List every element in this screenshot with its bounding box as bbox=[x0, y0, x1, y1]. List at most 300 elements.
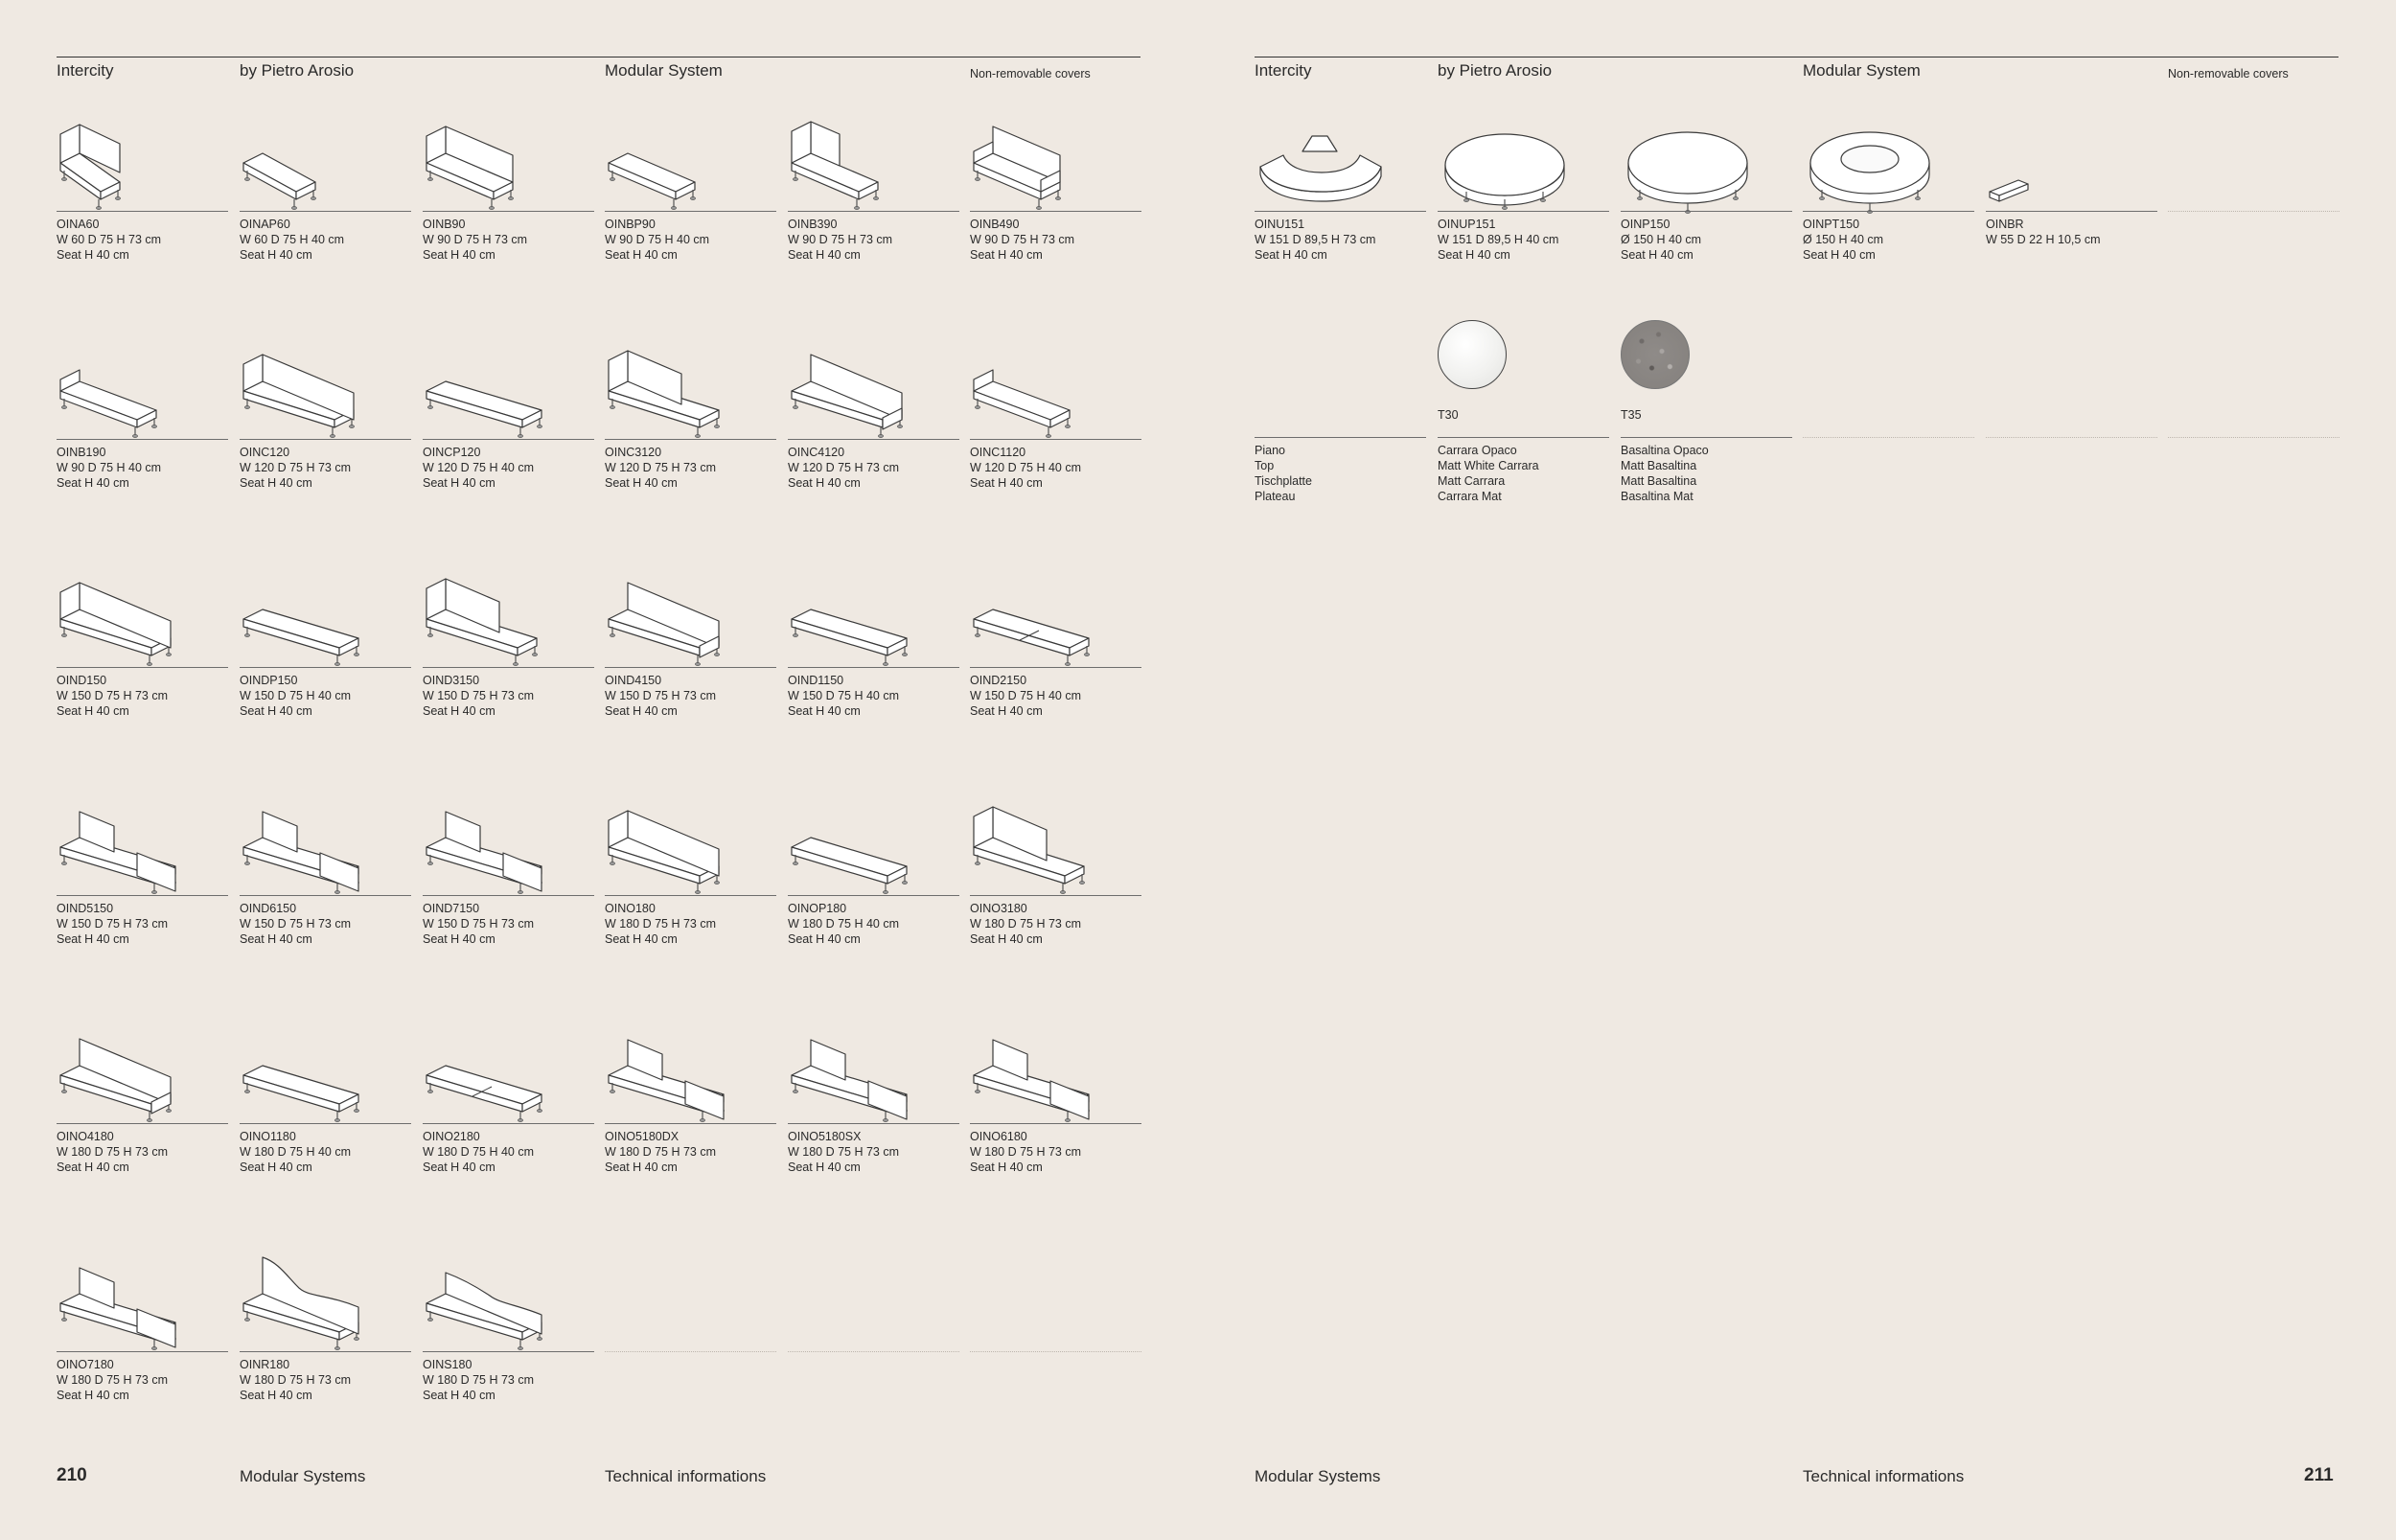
furniture-drawing-icon bbox=[240, 107, 374, 207]
furniture-drawing-icon bbox=[1621, 107, 1755, 207]
stone-swatch-icon bbox=[1621, 320, 1690, 389]
product-item bbox=[423, 107, 594, 299]
covers-note: Non-removable covers bbox=[970, 67, 1091, 80]
product-item bbox=[1438, 107, 1609, 299]
seat-height: Seat H 40 cm bbox=[788, 704, 861, 718]
product-dimensions: W 151 D 89,5 H 73 cm bbox=[1255, 233, 1376, 246]
product-info bbox=[788, 673, 899, 719]
product-info bbox=[970, 217, 1074, 263]
swatch-name: Matt White Carrara bbox=[1438, 459, 1539, 472]
right-page bbox=[1198, 0, 2396, 1540]
product-item bbox=[57, 107, 228, 299]
product-dimensions: W 90 D 75 H 73 cm bbox=[423, 233, 528, 246]
covers-note: Non-removable covers bbox=[2168, 67, 2289, 80]
product-code: OINC120 bbox=[240, 446, 290, 459]
empty-slot bbox=[970, 1248, 1141, 1439]
seat-height: Seat H 40 cm bbox=[1803, 248, 1876, 262]
product-dimensions: W 120 D 75 H 40 cm bbox=[970, 461, 1082, 474]
rule bbox=[1803, 437, 1974, 438]
product-info bbox=[1255, 217, 1375, 263]
swatch-name: Matt Carrara bbox=[1438, 474, 1506, 488]
rule bbox=[57, 1123, 228, 1124]
seat-height: Seat H 40 cm bbox=[788, 1161, 861, 1174]
product-item bbox=[605, 107, 776, 299]
seat-height: Seat H 40 cm bbox=[240, 1389, 312, 1402]
rule bbox=[788, 667, 959, 668]
product-dimensions: W 180 D 75 H 73 cm bbox=[423, 1373, 535, 1387]
product-dimensions: W 150 D 75 H 40 cm bbox=[240, 689, 352, 702]
product-item bbox=[57, 1248, 228, 1439]
product-item bbox=[788, 792, 959, 983]
rule bbox=[1255, 437, 1426, 438]
empty-slot bbox=[788, 1248, 959, 1439]
seat-height: Seat H 40 cm bbox=[970, 476, 1043, 490]
product-info bbox=[423, 1129, 534, 1175]
product-info bbox=[788, 901, 899, 947]
rule bbox=[1621, 211, 1792, 212]
collection-title: Intercity bbox=[1255, 61, 1312, 80]
seat-height: Seat H 40 cm bbox=[970, 704, 1043, 718]
product-dimensions: W 120 D 75 H 73 cm bbox=[240, 461, 352, 474]
product-code: OIND1150 bbox=[788, 674, 844, 687]
product-item bbox=[970, 1020, 1141, 1211]
product-info bbox=[57, 1129, 168, 1175]
product-dimensions: W 90 D 75 H 40 cm bbox=[605, 233, 710, 246]
product-code: OINO1180 bbox=[240, 1130, 296, 1143]
rule bbox=[970, 1351, 1141, 1352]
seat-height: Seat H 40 cm bbox=[1255, 248, 1327, 262]
seat-height: Seat H 40 cm bbox=[240, 932, 312, 946]
product-code: OINO4180 bbox=[57, 1130, 114, 1143]
product-code: OINO180 bbox=[605, 902, 656, 915]
seat-height: Seat H 40 cm bbox=[788, 932, 861, 946]
product-dimensions: W 150 D 75 H 73 cm bbox=[423, 917, 535, 931]
product-item bbox=[970, 792, 1141, 983]
product-info bbox=[605, 901, 716, 947]
rule bbox=[1986, 211, 2157, 212]
seat-height: Seat H 40 cm bbox=[57, 476, 129, 490]
furniture-drawing-icon bbox=[788, 1020, 922, 1119]
page-number: 210 bbox=[57, 1465, 87, 1485]
rule bbox=[605, 1351, 776, 1352]
seat-height: Seat H 40 cm bbox=[57, 932, 129, 946]
rule bbox=[2168, 211, 2339, 212]
rule bbox=[240, 667, 411, 668]
product-item bbox=[970, 107, 1141, 299]
rule bbox=[788, 211, 959, 212]
furniture-drawing-icon bbox=[788, 335, 922, 435]
rule bbox=[605, 1123, 776, 1124]
product-dimensions: W 150 D 75 H 73 cm bbox=[605, 689, 717, 702]
product-item bbox=[1803, 107, 1974, 299]
rule bbox=[970, 895, 1141, 896]
product-item bbox=[605, 335, 776, 527]
product-info bbox=[240, 1357, 351, 1403]
rule bbox=[1803, 211, 1974, 212]
footer-subsection: Technical informations bbox=[605, 1467, 767, 1485]
product-info bbox=[57, 901, 168, 947]
product-code: OINC1120 bbox=[970, 446, 1026, 459]
product-code: OINS180 bbox=[423, 1358, 472, 1371]
furniture-drawing-icon bbox=[57, 335, 191, 435]
product-info bbox=[240, 445, 351, 491]
product-info bbox=[788, 1129, 899, 1175]
product-info bbox=[240, 901, 351, 947]
seat-height: Seat H 40 cm bbox=[605, 1161, 678, 1174]
seat-height: Seat H 40 cm bbox=[423, 248, 495, 262]
product-item bbox=[240, 563, 411, 755]
rule bbox=[970, 211, 1141, 212]
product-code: OINB490 bbox=[970, 218, 1020, 231]
rule bbox=[788, 439, 959, 440]
rule bbox=[240, 439, 411, 440]
product-code: OINPT150 bbox=[1803, 218, 1860, 231]
seat-height bbox=[1986, 247, 2101, 263]
product-code: OIND3150 bbox=[423, 674, 480, 687]
seat-height: Seat H 40 cm bbox=[605, 248, 678, 262]
product-code: OIND5150 bbox=[57, 902, 114, 915]
seat-height: Seat H 40 cm bbox=[605, 932, 678, 946]
product-item bbox=[57, 792, 228, 983]
product-code: OINO3180 bbox=[970, 902, 1027, 915]
product-info bbox=[240, 1129, 351, 1175]
product-code: OINO5180SX bbox=[788, 1130, 862, 1143]
footer-section: Modular Systems bbox=[240, 1467, 366, 1485]
footer-section: Modular Systems bbox=[1255, 1467, 1381, 1485]
rule bbox=[240, 895, 411, 896]
rule bbox=[57, 667, 228, 668]
product-dimensions: W 180 D 75 H 73 cm bbox=[970, 1145, 1082, 1159]
product-info bbox=[240, 673, 351, 719]
product-item bbox=[1986, 107, 2157, 299]
product-item bbox=[57, 563, 228, 755]
product-code: OIND6150 bbox=[240, 902, 297, 915]
seat-height: Seat H 40 cm bbox=[605, 476, 678, 490]
seat-height: Seat H 40 cm bbox=[57, 1389, 129, 1402]
rule bbox=[788, 1123, 959, 1124]
product-item bbox=[970, 335, 1141, 527]
product-item bbox=[240, 792, 411, 983]
rule bbox=[57, 211, 228, 212]
furniture-drawing-icon bbox=[240, 1020, 374, 1119]
product-code: OINB390 bbox=[788, 218, 838, 231]
rule bbox=[240, 211, 411, 212]
furniture-drawing-icon bbox=[605, 335, 739, 435]
product-code: OINBR bbox=[1986, 218, 2024, 231]
product-code: OINAP60 bbox=[240, 218, 290, 231]
rule bbox=[423, 667, 594, 668]
seat-height: Seat H 40 cm bbox=[970, 1161, 1043, 1174]
furniture-drawing-icon bbox=[788, 563, 922, 663]
rule bbox=[1986, 437, 2157, 438]
furniture-drawing-icon bbox=[788, 107, 922, 207]
product-info bbox=[423, 1357, 534, 1403]
product-info bbox=[970, 901, 1081, 947]
product-code: OINB90 bbox=[423, 218, 466, 231]
swatch-name: Carrara Opaco bbox=[1438, 444, 1517, 457]
designer-name: by Pietro Arosio bbox=[240, 61, 355, 80]
furniture-drawing-icon bbox=[1986, 107, 2120, 207]
product-info bbox=[1986, 217, 2101, 263]
product-code: OIND7150 bbox=[423, 902, 480, 915]
product-code: OINU151 bbox=[1255, 218, 1305, 231]
product-info bbox=[970, 673, 1081, 719]
product-item bbox=[1621, 107, 1792, 299]
product-code: OINA60 bbox=[57, 218, 100, 231]
marble-swatch-icon bbox=[1438, 320, 1507, 389]
designer-name: by Pietro Arosio bbox=[1438, 61, 1553, 80]
rule bbox=[57, 895, 228, 896]
seat-height: Seat H 40 cm bbox=[423, 476, 495, 490]
rule bbox=[423, 1123, 594, 1124]
collection-title: Intercity bbox=[57, 61, 114, 80]
furniture-drawing-icon bbox=[240, 792, 374, 891]
product-item bbox=[605, 792, 776, 983]
product-info bbox=[423, 673, 534, 719]
seat-height: Seat H 40 cm bbox=[970, 932, 1043, 946]
seat-height: Seat H 40 cm bbox=[788, 476, 861, 490]
seat-height: Seat H 40 cm bbox=[788, 248, 861, 262]
product-item bbox=[423, 335, 594, 527]
product-info bbox=[57, 1357, 168, 1403]
product-info bbox=[1438, 217, 1558, 263]
swatch-name: Basaltina Mat bbox=[1621, 490, 1693, 503]
product-item bbox=[240, 335, 411, 527]
seat-height: Seat H 40 cm bbox=[57, 248, 129, 262]
product-dimensions: W 151 D 89,5 H 40 cm bbox=[1438, 233, 1559, 246]
product-item bbox=[57, 1020, 228, 1211]
furniture-drawing-icon bbox=[605, 107, 739, 207]
furniture-drawing-icon bbox=[423, 1020, 557, 1119]
furniture-drawing-icon bbox=[240, 1248, 374, 1347]
product-item bbox=[788, 563, 959, 755]
rule bbox=[1255, 211, 1426, 212]
product-info bbox=[57, 217, 161, 263]
rule bbox=[605, 895, 776, 896]
furniture-drawing-icon bbox=[57, 1020, 191, 1119]
furniture-drawing-icon bbox=[57, 792, 191, 891]
product-info bbox=[605, 1129, 716, 1175]
furniture-drawing-icon bbox=[605, 792, 739, 891]
product-dimensions: W 150 D 75 H 73 cm bbox=[423, 689, 535, 702]
product-info bbox=[423, 445, 534, 491]
tops-label: Plateau bbox=[1255, 490, 1296, 503]
product-item bbox=[423, 1020, 594, 1211]
seat-height: Seat H 40 cm bbox=[423, 1389, 495, 1402]
seat-height: Seat H 40 cm bbox=[970, 248, 1043, 262]
tops-labels bbox=[1255, 443, 1312, 504]
rule bbox=[240, 1351, 411, 1352]
product-info bbox=[605, 445, 716, 491]
product-dimensions: W 180 D 75 H 73 cm bbox=[605, 1145, 717, 1159]
furniture-drawing-icon bbox=[605, 563, 739, 663]
tops-label: Top bbox=[1255, 459, 1275, 472]
rule bbox=[788, 1351, 959, 1352]
product-code: OINOP180 bbox=[788, 902, 847, 915]
product-item bbox=[240, 1020, 411, 1211]
seat-height: Seat H 40 cm bbox=[57, 704, 129, 718]
furniture-drawing-icon bbox=[1803, 107, 1937, 207]
product-item bbox=[605, 1020, 776, 1211]
product-info bbox=[423, 217, 527, 263]
product-info bbox=[240, 217, 344, 263]
product-item bbox=[788, 335, 959, 527]
rule bbox=[970, 667, 1141, 668]
rule bbox=[605, 667, 776, 668]
rule bbox=[605, 211, 776, 212]
rule bbox=[2168, 437, 2339, 438]
furniture-drawing-icon bbox=[423, 335, 557, 435]
rule bbox=[1438, 211, 1609, 212]
empty-slot bbox=[605, 1248, 776, 1439]
footer-subsection: Technical informations bbox=[1803, 1467, 1965, 1485]
swatch-name: Basaltina Opaco bbox=[1621, 444, 1709, 457]
swatch-name: Matt Basaltina bbox=[1621, 459, 1697, 472]
product-code: OINP150 bbox=[1621, 218, 1670, 231]
rule bbox=[1621, 437, 1792, 438]
product-dimensions: W 150 D 75 H 73 cm bbox=[240, 917, 352, 931]
furniture-drawing-icon bbox=[57, 563, 191, 663]
furniture-drawing-icon bbox=[57, 107, 191, 207]
seat-height: Seat H 40 cm bbox=[423, 704, 495, 718]
furniture-drawing-icon bbox=[423, 563, 557, 663]
product-dimensions: W 180 D 75 H 40 cm bbox=[788, 917, 900, 931]
rule bbox=[788, 895, 959, 896]
product-dimensions: W 90 D 75 H 40 cm bbox=[57, 461, 162, 474]
furniture-drawing-icon bbox=[970, 107, 1104, 207]
seat-height: Seat H 40 cm bbox=[240, 248, 312, 262]
swatch-names bbox=[1438, 443, 1539, 504]
rule bbox=[970, 1123, 1141, 1124]
product-code: OINR180 bbox=[240, 1358, 290, 1371]
product-dimensions: W 90 D 75 H 73 cm bbox=[970, 233, 1075, 246]
system-name: Modular System bbox=[605, 61, 723, 80]
furniture-drawing-icon bbox=[57, 1248, 191, 1347]
product-item bbox=[970, 563, 1141, 755]
product-dimensions: W 180 D 75 H 73 cm bbox=[240, 1373, 352, 1387]
furniture-drawing-icon bbox=[240, 563, 374, 663]
swatch-name: Matt Basaltina bbox=[1621, 474, 1697, 488]
product-dimensions: W 180 D 75 H 40 cm bbox=[240, 1145, 352, 1159]
product-item bbox=[605, 563, 776, 755]
product-info bbox=[970, 445, 1081, 491]
rule bbox=[240, 1123, 411, 1124]
product-info bbox=[57, 445, 161, 491]
product-code: OINO5180DX bbox=[605, 1130, 680, 1143]
product-code: OINCP120 bbox=[423, 446, 481, 459]
rule bbox=[970, 439, 1141, 440]
empty-slot bbox=[2168, 107, 2339, 299]
product-dimensions: Ø 150 H 40 cm bbox=[1621, 233, 1702, 246]
swatch-names bbox=[1621, 443, 1709, 504]
product-code: OINUP151 bbox=[1438, 218, 1496, 231]
product-code: OIND150 bbox=[57, 674, 107, 687]
product-dimensions: W 180 D 75 H 73 cm bbox=[57, 1373, 169, 1387]
furniture-drawing-icon bbox=[970, 1020, 1104, 1119]
product-dimensions: W 90 D 75 H 73 cm bbox=[788, 233, 893, 246]
product-item bbox=[240, 1248, 411, 1439]
product-item bbox=[423, 563, 594, 755]
product-code: OINC4120 bbox=[788, 446, 845, 459]
product-info bbox=[605, 673, 716, 719]
product-info bbox=[423, 901, 534, 947]
furniture-drawing-icon bbox=[970, 335, 1104, 435]
product-item bbox=[788, 107, 959, 299]
product-dimensions: W 120 D 75 H 40 cm bbox=[423, 461, 535, 474]
product-dimensions: W 150 D 75 H 73 cm bbox=[57, 689, 169, 702]
product-info bbox=[970, 1129, 1081, 1175]
product-info bbox=[1621, 217, 1701, 263]
product-dimensions: W 60 D 75 H 40 cm bbox=[240, 233, 345, 246]
product-item bbox=[240, 107, 411, 299]
rule bbox=[423, 211, 594, 212]
product-code: OINB190 bbox=[57, 446, 106, 459]
tops-label: Piano bbox=[1255, 444, 1285, 457]
furniture-drawing-icon bbox=[1255, 107, 1389, 207]
product-info bbox=[1803, 217, 1883, 263]
product-dimensions: W 180 D 75 H 73 cm bbox=[788, 1145, 900, 1159]
product-item bbox=[423, 1248, 594, 1439]
page-number: 211 bbox=[2304, 1465, 2334, 1485]
seat-height: Seat H 40 cm bbox=[240, 1161, 312, 1174]
product-code: OIND4150 bbox=[605, 674, 662, 687]
product-info bbox=[57, 673, 168, 719]
furniture-drawing-icon bbox=[423, 792, 557, 891]
rule bbox=[1438, 437, 1609, 438]
product-code: OINO7180 bbox=[57, 1358, 114, 1371]
product-item bbox=[423, 792, 594, 983]
product-dimensions: W 120 D 75 H 73 cm bbox=[605, 461, 717, 474]
furniture-drawing-icon bbox=[423, 1248, 557, 1347]
product-info bbox=[788, 217, 892, 263]
product-code: OINO6180 bbox=[970, 1130, 1027, 1143]
product-item bbox=[1255, 107, 1426, 299]
seat-height: Seat H 40 cm bbox=[1438, 248, 1510, 262]
rule bbox=[423, 1351, 594, 1352]
product-item bbox=[788, 1020, 959, 1211]
product-dimensions: W 150 D 75 H 40 cm bbox=[970, 689, 1082, 702]
seat-height: Seat H 40 cm bbox=[57, 1161, 129, 1174]
seat-height: Seat H 40 cm bbox=[240, 476, 312, 490]
product-dimensions: W 150 D 75 H 40 cm bbox=[788, 689, 900, 702]
product-dimensions: W 180 D 75 H 73 cm bbox=[970, 917, 1082, 931]
product-dimensions: W 180 D 75 H 73 cm bbox=[605, 917, 717, 931]
rule bbox=[423, 439, 594, 440]
furniture-drawing-icon bbox=[423, 107, 557, 207]
furniture-drawing-icon bbox=[605, 1020, 739, 1119]
product-dimensions: Ø 150 H 40 cm bbox=[1803, 233, 1884, 246]
tops-label: Tischplatte bbox=[1255, 474, 1312, 488]
seat-height: Seat H 40 cm bbox=[240, 704, 312, 718]
swatch-name: Carrara Mat bbox=[1438, 490, 1502, 503]
seat-height: Seat H 40 cm bbox=[423, 1161, 495, 1174]
product-code: OINDP150 bbox=[240, 674, 298, 687]
product-dimensions: W 55 D 22 H 10,5 cm bbox=[1986, 233, 2101, 246]
product-dimensions: W 120 D 75 H 73 cm bbox=[788, 461, 900, 474]
furniture-drawing-icon bbox=[788, 792, 922, 891]
seat-height: Seat H 40 cm bbox=[423, 932, 495, 946]
rule bbox=[57, 1351, 228, 1352]
furniture-drawing-icon bbox=[240, 335, 374, 435]
seat-height: Seat H 40 cm bbox=[1621, 248, 1693, 262]
product-code: OIND2150 bbox=[970, 674, 1027, 687]
product-code: OINBP90 bbox=[605, 218, 656, 231]
rule bbox=[423, 895, 594, 896]
rule bbox=[605, 439, 776, 440]
product-code: OINC3120 bbox=[605, 446, 662, 459]
product-dimensions: W 180 D 75 H 40 cm bbox=[423, 1145, 535, 1159]
rule bbox=[57, 439, 228, 440]
